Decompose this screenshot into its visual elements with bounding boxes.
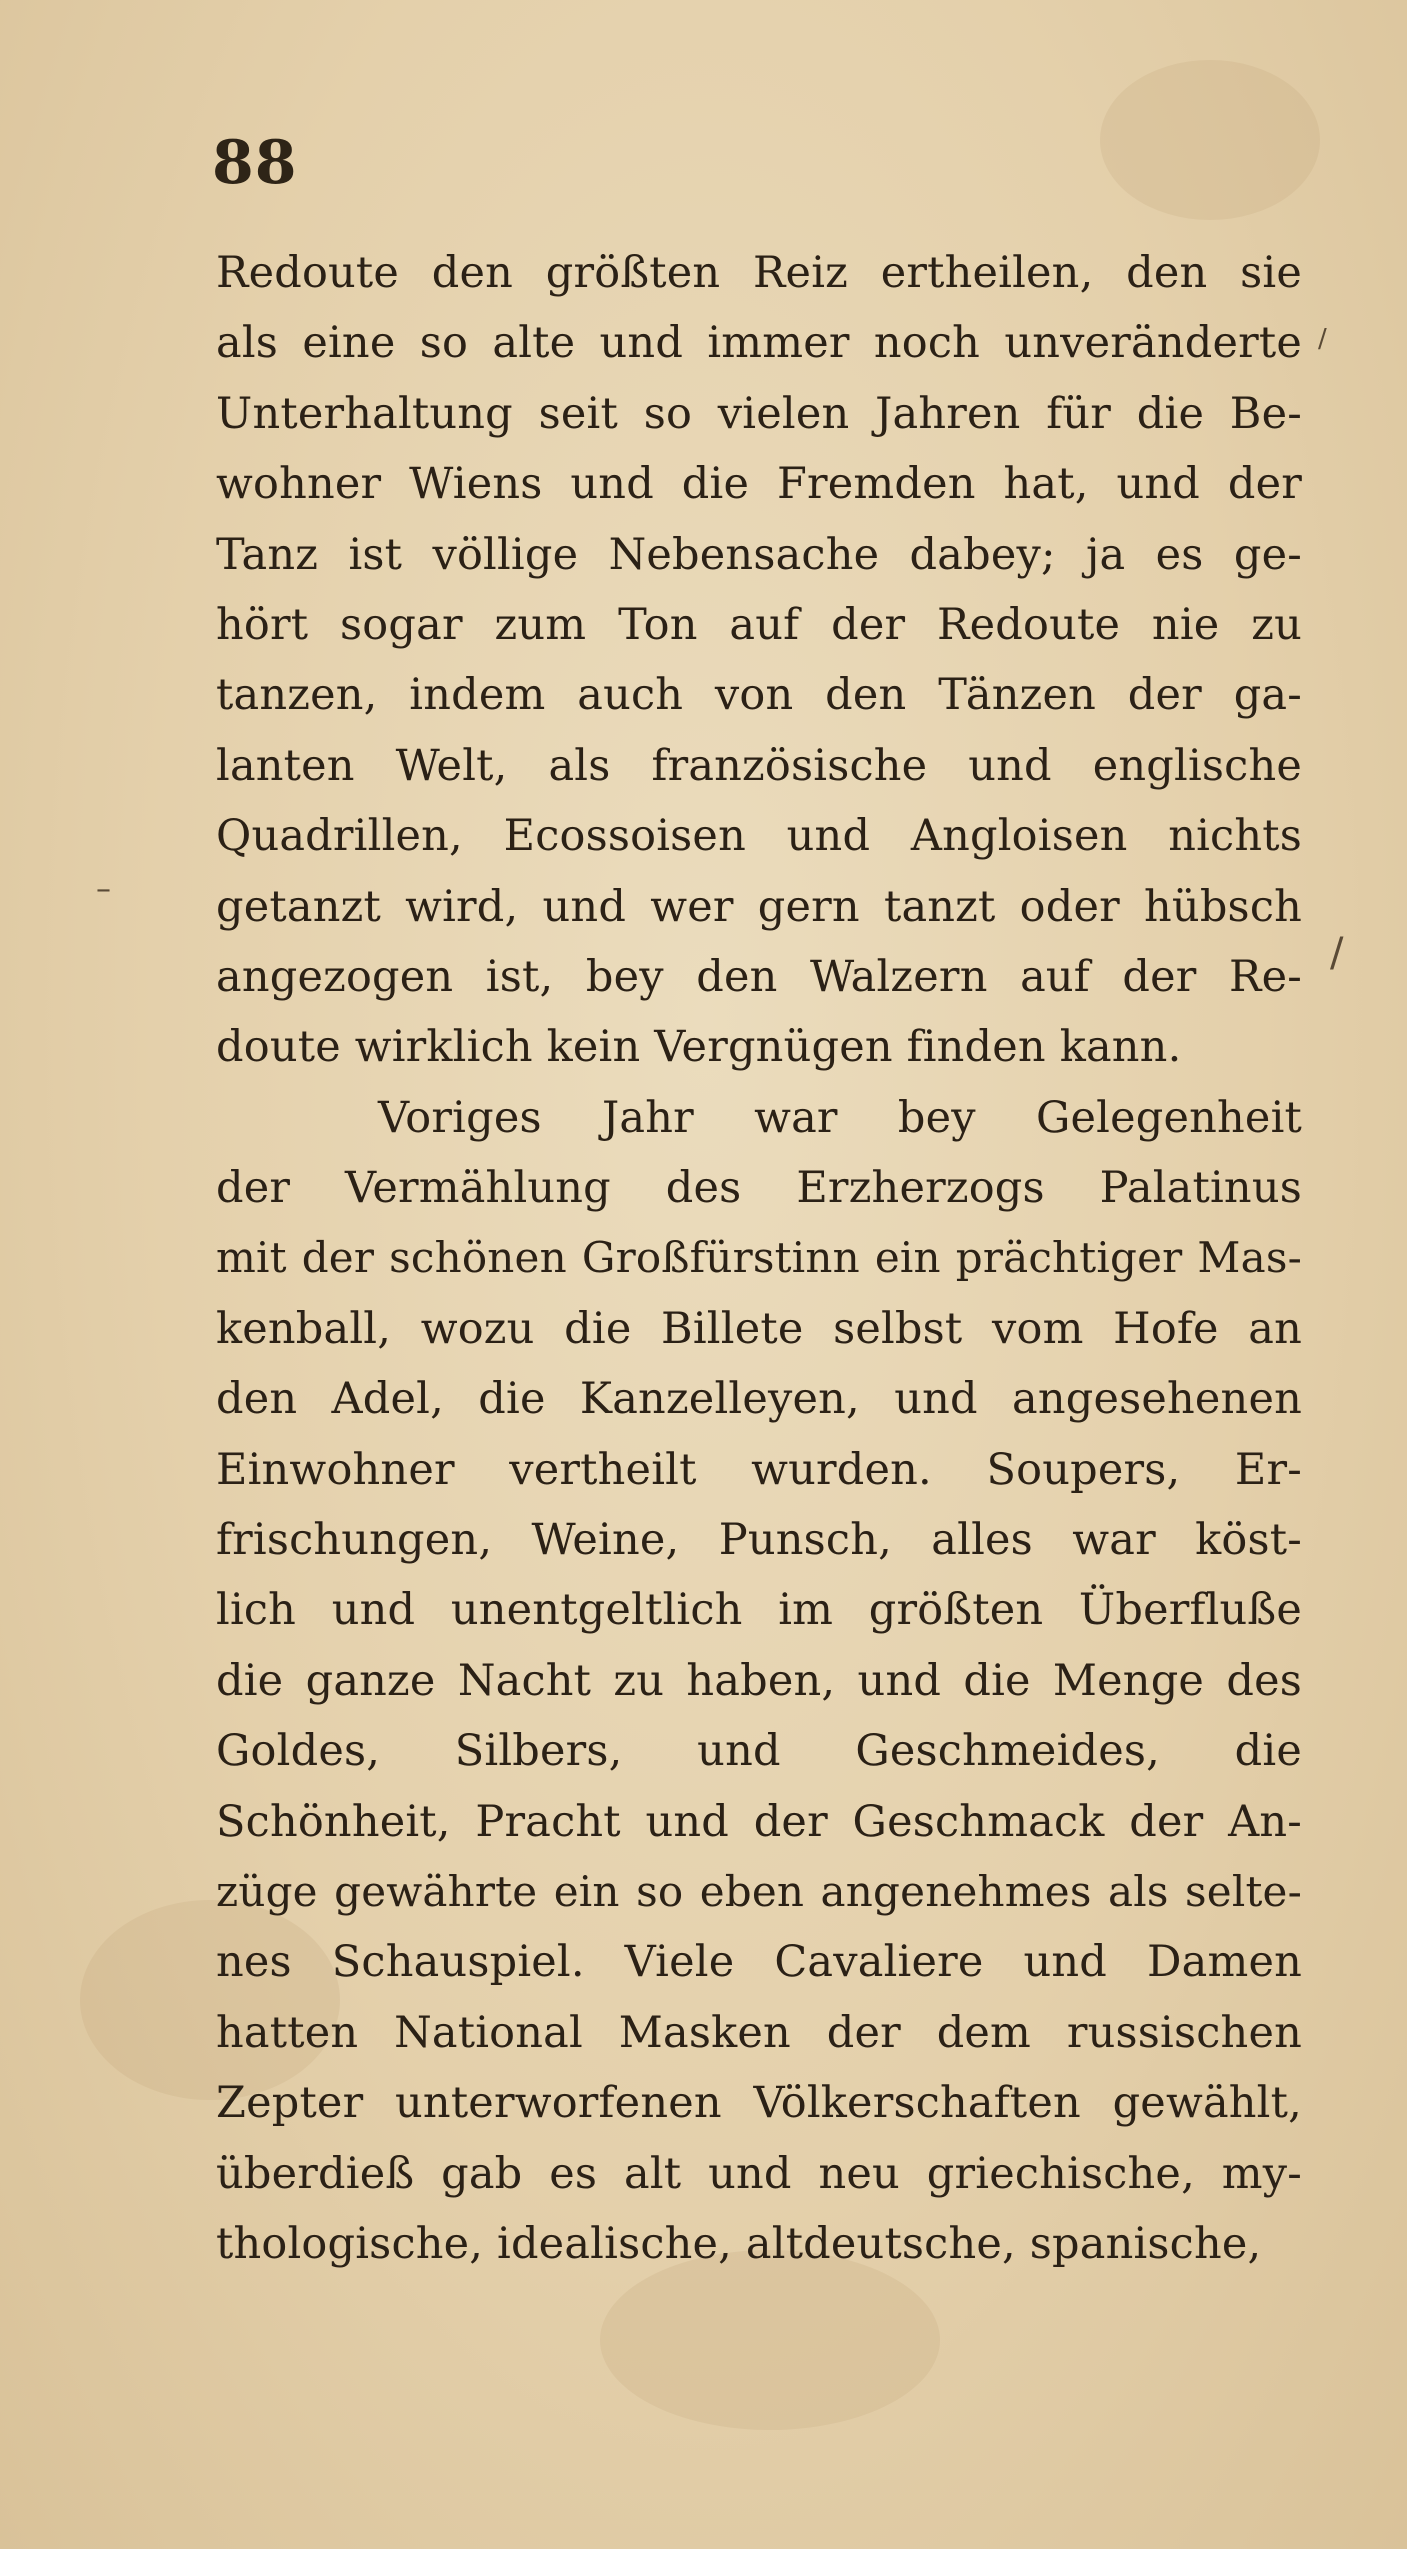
text-line: lich und unentgeltlich im größten Überfluße — [216, 1585, 1302, 1636]
text-line: nes Schauspiel. Viele Cavaliere und Damen — [216, 1937, 1302, 1988]
text-line: frischungen, Weine, Punsch, alles war köst- — [216, 1515, 1302, 1566]
text-line: Einwohner vertheilt wurden. Soupers, Er- — [216, 1444, 1302, 1495]
text-line: Schönheit, Pracht und der Geschmack der An- — [216, 1796, 1302, 1847]
text-line: Voriges Jahr war bey Gelegenheit — [378, 1092, 1302, 1143]
text-line: lanten Welt, als französische und englische — [216, 740, 1302, 791]
paragraph — [216, 238, 1302, 1083]
text-line: Goldes, Silbers, und Geschmeides, die — [216, 1726, 1302, 1777]
page-number: 88 — [212, 128, 298, 198]
text-line: tanzen, indem auch von den Tänzen der ga- — [216, 670, 1302, 721]
margin-dash-mark: – — [96, 872, 111, 907]
text-line: getanzt wird, und wer gern tanzt oder hübsch — [216, 881, 1302, 932]
body-text — [216, 238, 1302, 2279]
text-line: Redoute den größten Reiz ertheilen, den sie — [216, 248, 1302, 298]
margin-slash-mark: / — [1318, 324, 1327, 354]
text-line: als eine so alte und immer noch unveränderte — [216, 318, 1302, 369]
text-line: hatten National Masken der dem russischen — [216, 2007, 1302, 2058]
text-line: der Vermählung des Erzherzogs Palatinus — [216, 1163, 1302, 1214]
text-line: angezogen ist, bey den Walzern auf der Re- — [216, 951, 1302, 1002]
text-line: mit der schönen Großfürstinn ein prächtiger Mas- — [216, 1233, 1302, 1283]
text-line: die ganze Nacht zu haben, und die Menge des — [216, 1655, 1302, 1706]
paper-stain — [1100, 60, 1320, 220]
text-line: Tanz ist völlige Nebensache dabey; ja es ge- — [216, 529, 1302, 580]
text-line: züge gewährte ein so eben angenehmes als selte- — [216, 1866, 1302, 1916]
text-line: thologische, idealische, altdeutsche, spanische, — [216, 2218, 1262, 2269]
paragraph — [216, 1083, 1302, 2280]
text-line: überdieß gab es alt und neu griechische, my- — [216, 2148, 1302, 2199]
margin-slash-mark: / — [1330, 930, 1344, 976]
text-line: hört sogar zum Ton auf der Redoute nie zu — [216, 599, 1302, 650]
text-line: Unterhaltung seit so vielen Jahren für die Be- — [216, 388, 1302, 439]
text-line: kenball, wozu die Billete selbst vom Hofe an — [216, 1303, 1302, 1354]
text-line: doute wirklich kein Vergnügen finden kann. — [216, 1022, 1182, 1073]
text-line: Quadrillen, Ecossoisen und Angloisen nichts — [216, 811, 1302, 862]
text-line: Zepter unterworfenen Völkerschaften gewählt, — [216, 2078, 1302, 2129]
text-line: den Adel, die Kanzelleyen, und angesehenen — [216, 1374, 1302, 1425]
text-line: wohner Wiens und die Fremden hat, und der — [216, 459, 1302, 510]
